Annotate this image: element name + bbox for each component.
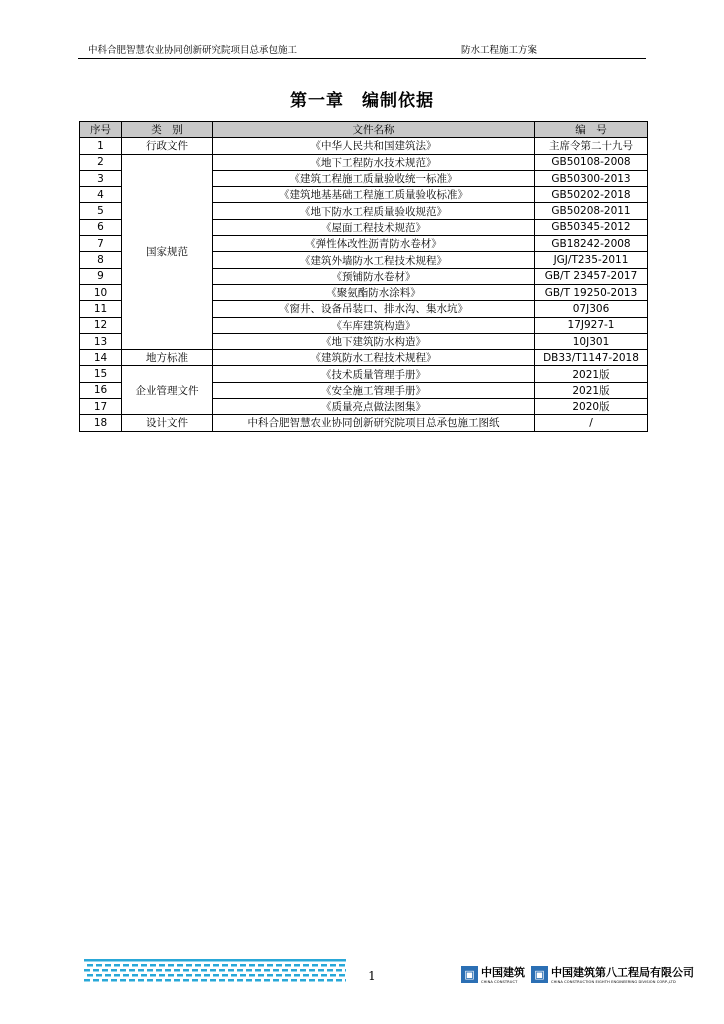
stripe-segment bbox=[336, 969, 342, 972]
stripe-segment bbox=[264, 959, 273, 962]
stripe-segment bbox=[201, 979, 207, 982]
stripe-segment bbox=[276, 974, 282, 977]
logo2-en: CHINA CONSTRUCTION EIGHTH ENGINEERING DIVISION CORP.,LTD bbox=[551, 980, 676, 984]
row-category: 国家规范 bbox=[122, 154, 213, 350]
stripe-segment bbox=[129, 959, 138, 962]
row-code: GB50345-2012 bbox=[535, 219, 648, 235]
row-no: 17 bbox=[80, 399, 122, 415]
stripe-segment bbox=[84, 969, 90, 972]
row-name: 《窗井、设备吊装口、排水沟、集水坑》 bbox=[213, 301, 535, 317]
stripe-segment bbox=[330, 964, 336, 967]
stripe-segment bbox=[111, 969, 117, 972]
row-no: 7 bbox=[80, 236, 122, 252]
stripe-segment bbox=[201, 959, 210, 962]
stripe-segment bbox=[186, 974, 192, 977]
row-no: 15 bbox=[80, 366, 122, 382]
stripe-segment bbox=[330, 974, 336, 977]
stripe-segment bbox=[93, 969, 99, 972]
stripe-segment bbox=[156, 979, 162, 982]
stripe-segment bbox=[132, 964, 138, 967]
stripe-segment bbox=[294, 964, 300, 967]
stripe-segment bbox=[114, 974, 120, 977]
stripe-segment bbox=[120, 979, 126, 982]
col-header-no: 序号 bbox=[80, 122, 122, 138]
stripe-segment bbox=[147, 959, 156, 962]
stripe-segment bbox=[102, 979, 108, 982]
row-name: 《聚氨酯防水涂料》 bbox=[213, 284, 535, 300]
page-title: 第一章 编制依据 bbox=[290, 91, 434, 111]
row-category: 地方标准 bbox=[122, 350, 213, 366]
stripe-segment bbox=[312, 964, 318, 967]
stripe-segment bbox=[165, 969, 171, 972]
stripe-segment bbox=[228, 969, 234, 972]
stripe-segment bbox=[93, 979, 99, 982]
stripe-segment bbox=[87, 964, 93, 967]
stripe-segment bbox=[177, 964, 183, 967]
row-code: 主席令第二十九号 bbox=[535, 138, 648, 154]
stripe-segment bbox=[204, 964, 210, 967]
stripe-segment bbox=[237, 959, 246, 962]
stripe-segment bbox=[204, 974, 210, 977]
stripe-segment bbox=[282, 969, 288, 972]
row-name: 《建筑地基基础工程施工质量验收标准》 bbox=[213, 187, 535, 203]
stripe-segment bbox=[192, 959, 201, 962]
stripe-segment bbox=[174, 959, 183, 962]
row-code: GB/T 23457-2017 bbox=[535, 268, 648, 284]
stripe-segment bbox=[114, 964, 120, 967]
row-no: 18 bbox=[80, 415, 122, 431]
stripe-segment bbox=[318, 969, 324, 972]
row-no: 8 bbox=[80, 252, 122, 268]
stripe-segment bbox=[300, 969, 306, 972]
stripe-segment bbox=[186, 964, 192, 967]
stripe-segment bbox=[291, 979, 297, 982]
table-row bbox=[80, 350, 648, 366]
stripe-segment bbox=[300, 979, 306, 982]
stripe-segment bbox=[291, 959, 300, 962]
row-name: 《弹性体改性沥青防水卷材》 bbox=[213, 236, 535, 252]
stripe-segment bbox=[312, 974, 318, 977]
stripe-segment bbox=[165, 959, 174, 962]
stripe-segment bbox=[159, 964, 165, 967]
stripe-segment bbox=[318, 979, 324, 982]
row-code: 2021版 bbox=[535, 366, 648, 382]
stripe-segment bbox=[291, 969, 297, 972]
row-no: 9 bbox=[80, 268, 122, 284]
row-code: 2021版 bbox=[535, 382, 648, 398]
stripe-segment bbox=[345, 959, 346, 962]
row-no: 2 bbox=[80, 154, 122, 170]
row-name: 《安全施工管理手册》 bbox=[213, 382, 535, 398]
stripe-segment bbox=[195, 974, 201, 977]
stripe-segment bbox=[240, 964, 246, 967]
stripe-segment bbox=[111, 959, 120, 962]
row-category: 行政文件 bbox=[122, 138, 213, 154]
stripe-segment bbox=[120, 959, 129, 962]
stripe-segment bbox=[228, 979, 234, 982]
stripe-segment bbox=[105, 964, 111, 967]
stripe-segment bbox=[222, 964, 228, 967]
stripe-segment bbox=[276, 964, 282, 967]
stripe-segment bbox=[156, 959, 165, 962]
stripe-segment bbox=[156, 969, 162, 972]
stripe-segment bbox=[150, 974, 156, 977]
logo1-en: CHINA CONSTRUCT bbox=[481, 980, 518, 984]
row-code: / bbox=[535, 415, 648, 431]
stripe-segment bbox=[219, 959, 228, 962]
row-name: 中科合肥智慧农业协同创新研究院项目总承包施工图纸 bbox=[213, 415, 535, 431]
stripe-segment bbox=[138, 969, 144, 972]
row-no: 5 bbox=[80, 203, 122, 219]
stripe-segment bbox=[138, 959, 147, 962]
table-body bbox=[80, 138, 648, 431]
stripe-segment bbox=[219, 969, 225, 972]
row-category: 设计文件 bbox=[122, 415, 213, 431]
logo2-cn: 中国建筑第八工程局有限公司 bbox=[551, 966, 694, 979]
row-name: 《建筑外墙防水工程技术规程》 bbox=[213, 252, 535, 268]
row-code: 07J306 bbox=[535, 301, 648, 317]
stripe-segment bbox=[303, 964, 309, 967]
table-row bbox=[80, 154, 648, 170]
row-name: 《车库建筑构造》 bbox=[213, 317, 535, 333]
stripe-segment bbox=[210, 959, 219, 962]
row-name: 《建筑工程施工质量验收统一标准》 bbox=[213, 170, 535, 186]
stripe-segment bbox=[327, 959, 336, 962]
stripe-segment bbox=[93, 959, 102, 962]
stripe-segment bbox=[249, 964, 255, 967]
stripe-segment bbox=[141, 964, 147, 967]
stripe-segment bbox=[345, 979, 346, 982]
stripe-segment bbox=[273, 979, 279, 982]
row-code: GB18242-2008 bbox=[535, 236, 648, 252]
stripe-segment bbox=[87, 974, 93, 977]
stripe-segment bbox=[102, 969, 108, 972]
col-header-category: 类 别 bbox=[122, 122, 213, 138]
stripe-segment bbox=[138, 979, 144, 982]
stripe-segment bbox=[249, 974, 255, 977]
stripe-segment bbox=[267, 974, 273, 977]
row-no: 4 bbox=[80, 187, 122, 203]
cscec8b-logo bbox=[531, 966, 694, 985]
stripe-segment bbox=[336, 959, 345, 962]
stripe-segment bbox=[96, 964, 102, 967]
stripe-segment bbox=[84, 979, 90, 982]
stripe-segment bbox=[174, 979, 180, 982]
page-number: 1 bbox=[368, 969, 376, 983]
stripe-segment bbox=[309, 979, 315, 982]
stripe-segment bbox=[339, 964, 345, 967]
row-no: 1 bbox=[80, 138, 122, 154]
header-doc-type: 防水工程施工方案 bbox=[461, 45, 538, 56]
stripe-segment bbox=[327, 979, 333, 982]
row-code: GB/T 19250-2013 bbox=[535, 284, 648, 300]
stripe-segment bbox=[258, 974, 264, 977]
row-name: 《地下建筑防水构造》 bbox=[213, 333, 535, 349]
row-name: 《地下工程防水技术规范》 bbox=[213, 154, 535, 170]
stripe-segment bbox=[195, 964, 201, 967]
stripe-segment bbox=[183, 959, 192, 962]
stripe-segment bbox=[165, 979, 171, 982]
stripe-segment bbox=[267, 964, 273, 967]
stripe-segment bbox=[168, 974, 174, 977]
row-name: 《中华人民共和国建筑法》 bbox=[213, 138, 535, 154]
stripe-segment bbox=[273, 959, 282, 962]
stripe-segment bbox=[240, 974, 246, 977]
stripe-segment bbox=[255, 979, 261, 982]
stripe-segment bbox=[318, 959, 327, 962]
stripe-segment bbox=[123, 974, 129, 977]
stripe-segment bbox=[321, 964, 327, 967]
stripe-segment bbox=[84, 959, 93, 962]
row-category: 企业管理文件 bbox=[122, 366, 213, 415]
stripe-segment bbox=[201, 969, 207, 972]
row-code: GB50108-2008 bbox=[535, 154, 648, 170]
stripe-segment bbox=[159, 974, 165, 977]
stripe-segment bbox=[231, 964, 237, 967]
stripe-segment bbox=[309, 969, 315, 972]
stripe-segment bbox=[222, 974, 228, 977]
table-row bbox=[80, 138, 648, 154]
row-name: 《建筑防水工程技术规程》 bbox=[213, 350, 535, 366]
stripe-segment bbox=[219, 979, 225, 982]
stripe-segment bbox=[327, 969, 333, 972]
stripe-segment bbox=[177, 974, 183, 977]
row-no: 3 bbox=[80, 170, 122, 186]
table-row bbox=[80, 415, 648, 431]
stripe-segment bbox=[168, 964, 174, 967]
stripe-segment bbox=[147, 969, 153, 972]
table-row bbox=[80, 366, 648, 382]
stripe-segment bbox=[210, 979, 216, 982]
stripe-segment bbox=[345, 969, 346, 972]
row-code: GB50300-2013 bbox=[535, 170, 648, 186]
stripe-segment bbox=[321, 974, 327, 977]
row-name: 《地下防水工程质量验收规范》 bbox=[213, 203, 535, 219]
header-divider bbox=[78, 58, 646, 59]
row-name: 《屋面工程技术规范》 bbox=[213, 219, 535, 235]
stripe-segment bbox=[192, 969, 198, 972]
stripe-segment bbox=[129, 969, 135, 972]
footer-stripes bbox=[84, 957, 346, 985]
stripe-segment bbox=[96, 974, 102, 977]
stripe-segment bbox=[264, 979, 270, 982]
basis-table bbox=[79, 121, 648, 432]
stripe-segment bbox=[210, 969, 216, 972]
table-header-row bbox=[80, 122, 648, 138]
stripe-segment bbox=[120, 969, 126, 972]
stripe-segment bbox=[174, 969, 180, 972]
stripe-segment bbox=[309, 959, 318, 962]
row-no: 11 bbox=[80, 301, 122, 317]
col-header-name: 文件名称 bbox=[213, 122, 535, 138]
stripe-segment bbox=[213, 974, 219, 977]
stripe-segment bbox=[237, 969, 243, 972]
stripe-segment bbox=[123, 964, 129, 967]
stripe-segment bbox=[303, 974, 309, 977]
cscec-logo bbox=[461, 966, 525, 985]
col-header-code: 编 号 bbox=[535, 122, 648, 138]
stripe-segment bbox=[132, 974, 138, 977]
stripe-segment bbox=[285, 974, 291, 977]
logo1-cn: 中国建筑 bbox=[481, 966, 525, 979]
stripe-segment bbox=[183, 969, 189, 972]
row-no: 14 bbox=[80, 350, 122, 366]
stripe-segment bbox=[141, 974, 147, 977]
row-code: GB50208-2011 bbox=[535, 203, 648, 219]
stripe-segment bbox=[246, 969, 252, 972]
cscec8b-logo-icon: ▣ bbox=[531, 966, 548, 983]
stripe-segment bbox=[294, 974, 300, 977]
stripe-segment bbox=[150, 964, 156, 967]
stripe-segment bbox=[255, 969, 261, 972]
row-code: 17J927-1 bbox=[535, 317, 648, 333]
row-no: 16 bbox=[80, 382, 122, 398]
stripe-segment bbox=[273, 969, 279, 972]
stripe-segment bbox=[246, 979, 252, 982]
row-no: 6 bbox=[80, 219, 122, 235]
cscec-logo-icon: ▣ bbox=[461, 966, 478, 983]
row-no: 10 bbox=[80, 284, 122, 300]
stripe-segment bbox=[147, 979, 153, 982]
stripe-segment bbox=[213, 964, 219, 967]
row-no: 12 bbox=[80, 317, 122, 333]
stripe-segment bbox=[192, 979, 198, 982]
stripe-segment bbox=[255, 959, 264, 962]
stripe-segment bbox=[183, 979, 189, 982]
stripe-segment bbox=[300, 959, 309, 962]
stripe-segment bbox=[231, 974, 237, 977]
row-no: 13 bbox=[80, 333, 122, 349]
row-code: 10J301 bbox=[535, 333, 648, 349]
stripe-segment bbox=[228, 959, 237, 962]
row-code: 2020版 bbox=[535, 399, 648, 415]
stripe-segment bbox=[129, 979, 135, 982]
stripe-segment bbox=[237, 979, 243, 982]
stripe-segment bbox=[285, 964, 291, 967]
row-name: 《预铺防水卷材》 bbox=[213, 268, 535, 284]
stripe-segment bbox=[339, 974, 345, 977]
row-name: 《技术质量管理手册》 bbox=[213, 366, 535, 382]
stripe-segment bbox=[264, 969, 270, 972]
stripe-segment bbox=[102, 959, 111, 962]
row-name: 《质量亮点做法图集》 bbox=[213, 399, 535, 415]
row-code: DB33/T1147-2018 bbox=[535, 350, 648, 366]
stripe-segment bbox=[282, 979, 288, 982]
row-code: GB50202-2018 bbox=[535, 187, 648, 203]
stripe-segment bbox=[105, 974, 111, 977]
stripe-segment bbox=[282, 959, 291, 962]
row-code: JGJ/T235-2011 bbox=[535, 252, 648, 268]
stripe-segment bbox=[246, 959, 255, 962]
header-project: 中科合肥智慧农业协同创新研究院项目总承包施工 bbox=[88, 45, 298, 56]
stripe-segment bbox=[111, 979, 117, 982]
stripe-segment bbox=[336, 979, 342, 982]
stripe-segment bbox=[258, 964, 264, 967]
